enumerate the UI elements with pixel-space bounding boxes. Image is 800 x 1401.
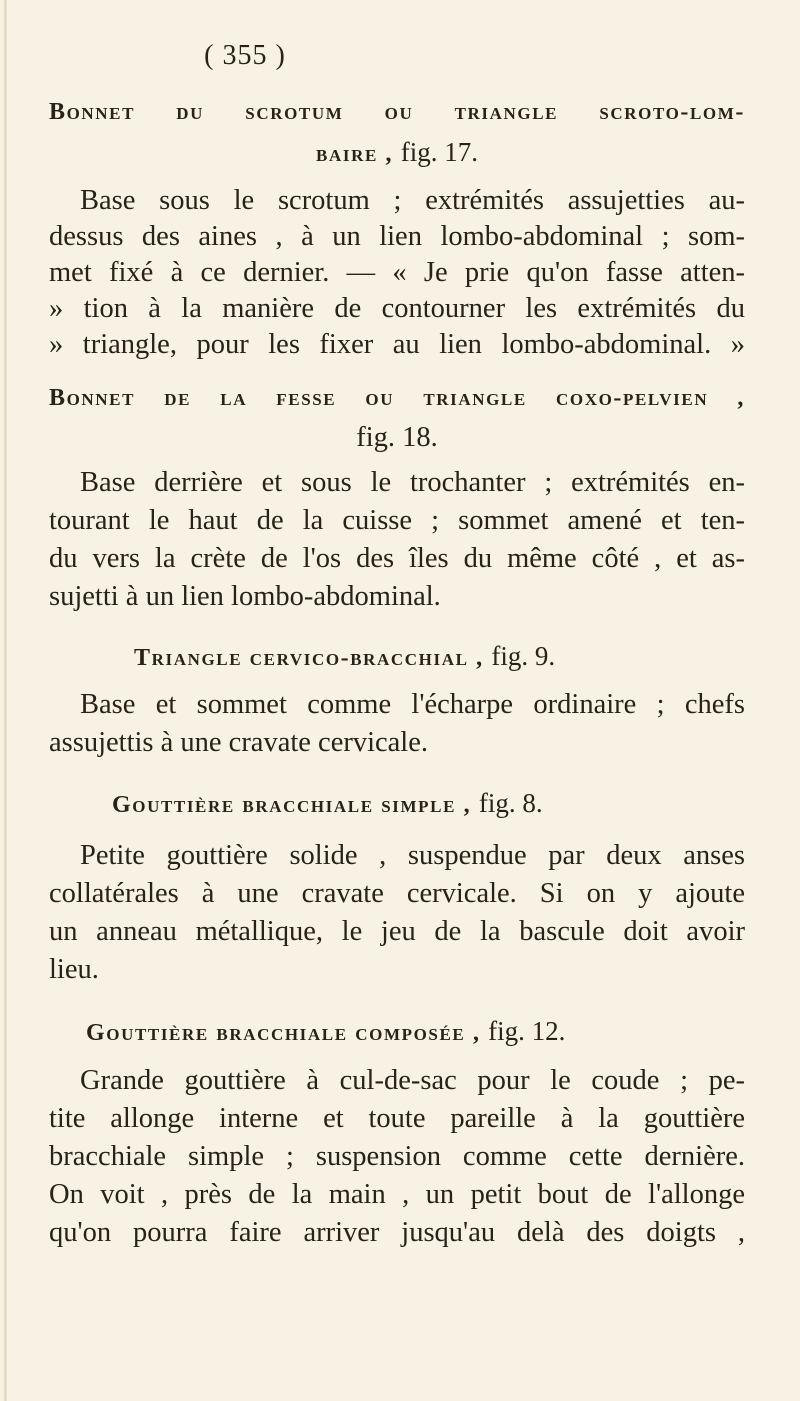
paragraph-line: Petite gouttière solide , suspendue par deux anses [80,840,745,871]
paragraph-line: » triangle, pour les fixer au lien lombo-abdominal. » [49,329,745,360]
heading-text: Gouttière bracchiale composée , [86,1020,481,1046]
section-heading-continued [49,134,745,172]
paragraph-line: tite allonge interne et toute pareille à la gouttière [49,1103,745,1134]
section-heading: Bonnet de la fesse ou triangle coxo-pelvien , [49,385,745,411]
figure-reference: fig. 17. [400,137,478,167]
paragraph-line: collatérales à une cravate cervicale. Si on y ajoute [49,878,745,909]
figure-reference: fig. 9. [491,641,556,671]
paragraph-line: du vers la crète de l'os des îles du même côté , et as- [49,543,745,574]
paragraph-line: lieu. [49,954,99,985]
page-gutter-shadow [4,0,7,1401]
paragraph-line: dessus des aines , à un lien lombo-abdominal ; som- [49,221,745,252]
heading-text: Triangle cervico-bracchial , [134,645,484,671]
paragraph-line: On voit , près de la main , un petit bout de l'allonge [49,1179,745,1210]
paragraph-line: qu'on pourra faire arriver jusqu'au delà des doigts , [49,1217,745,1248]
paragraph-line: met fixé à ce dernier. — « Je prie qu'on fasse atten- [49,257,745,288]
paragraph-line: Base et sommet comme l'écharpe ordinaire ; chefs [80,689,745,720]
paragraph-line: Grande gouttière à cul-de-sac pour le coude ; pe- [80,1065,745,1096]
paragraph-line: bracchiale simple ; suspension comme cette dernière. [49,1141,745,1172]
paragraph-line: sujetti à un lien lombo-abdominal. [49,581,441,612]
paragraph-line: Base derrière et sous le trochanter ; extrémités en- [80,467,745,498]
paragraph-line: un anneau métallique, le jeu de la bascule doit avoir [49,916,745,947]
heading-text: Gouttière bracchiale simple , [112,792,472,818]
paragraph-line: assujettis à une cravate cervicale. [49,727,429,758]
figure-reference: fig. 18. [356,422,438,453]
section-heading: Bonnet du scrotum ou triangle scroto-lom- [49,99,745,125]
section-heading [49,1013,782,1051]
section-heading [49,638,800,676]
section-heading [49,785,800,823]
figure-reference: fig. 8. [478,788,543,818]
paragraph-line: Base sous le scrotum ; extrémités assujetties au- [80,185,745,216]
heading-text: baire , [316,141,394,167]
figure-reference: fig. 12. [488,1016,566,1046]
paragraph-line: » tion à la manière de contourner les extrémités du [49,293,745,324]
page-number: ( 355 ) [204,40,286,71]
paragraph-line: tourant le haut de la cuisse ; sommet amené et ten- [49,505,745,536]
